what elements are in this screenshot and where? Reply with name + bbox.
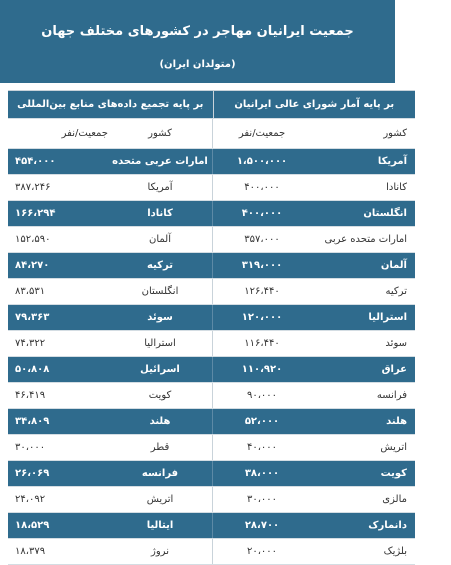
population-right: ۱۲۰،۰۰۰ — [241, 312, 283, 323]
population-right: ۳۵۷،۰۰۰ — [244, 234, 280, 245]
population-right: ۴۰۰،۰۰۰ — [244, 182, 280, 193]
country-right: عراق — [381, 364, 407, 375]
population-left: ۷۴،۳۲۲ — [15, 338, 46, 349]
country-left: فرانسه — [141, 468, 179, 479]
source-left-header: بر پایه تجمیع داده‌های منابع بین‌المللی — [17, 99, 204, 110]
country-left: آلمان — [149, 234, 171, 245]
country-right: انگلستان — [363, 208, 407, 219]
country-left: ایتالیا — [146, 520, 174, 531]
population-right: ۴۰۰،۰۰۰ — [241, 208, 283, 219]
population-left: ۴۵۴،۰۰۰ — [15, 156, 56, 167]
population-right: ۴۰،۰۰۰ — [246, 442, 278, 453]
population-left: ۱۸،۳۷۹ — [15, 546, 46, 557]
table-row — [8, 279, 415, 305]
population-left: ۷۹،۳۶۳ — [15, 312, 50, 323]
table-row — [8, 201, 415, 227]
population-right: ۱،۵۰۰،۰۰۰ — [236, 156, 288, 167]
population-right: ۵۲،۰۰۰ — [244, 416, 280, 427]
table-row — [8, 487, 415, 513]
country-right: کویت — [380, 468, 407, 479]
population-right: ۳۰،۰۰۰ — [246, 494, 278, 505]
population-left: ۳۰،۰۰۰ — [15, 442, 46, 453]
country-left: اتریش — [146, 494, 174, 505]
country-right: اتریش — [380, 442, 407, 453]
country-left: کویت — [148, 390, 172, 401]
population-left: ۱۸،۵۲۹ — [15, 520, 50, 531]
population-left: ۲۶،۰۶۹ — [15, 468, 50, 479]
country-left: قطر — [150, 442, 170, 453]
country-left: هلند — [149, 416, 171, 427]
country-left: انگلستان — [141, 286, 179, 297]
country-right: هلند — [386, 416, 407, 427]
title-banner — [0, 0, 395, 83]
country-left: ترکیه — [147, 260, 173, 271]
table-row — [8, 331, 415, 357]
table-row — [8, 383, 415, 409]
country-right: بلژیک — [383, 546, 407, 557]
population-right: ۳۱۹،۰۰۰ — [241, 260, 283, 271]
population-left: ۳۸۷،۲۴۶ — [15, 182, 51, 193]
column-header-row — [8, 119, 415, 149]
table-row — [8, 461, 415, 487]
col-header-population-left: جمعیت/نفر — [61, 128, 108, 139]
country-left: استرالیا — [144, 338, 176, 349]
population-right: ۱۱۰،۹۲۰ — [241, 364, 283, 375]
table-row — [8, 409, 415, 435]
country-right: ترکیه — [385, 286, 407, 297]
population-right: ۲۸،۷۰۰ — [244, 520, 280, 531]
country-right: آمریکا — [377, 156, 407, 167]
source-right-header: بر پایه آمار شورای عالی ایرانیان — [213, 91, 416, 118]
country-left: نروژ — [151, 546, 169, 557]
population-left: ۲۴،۰۹۲ — [15, 494, 46, 505]
population-left: ۴۶،۴۱۹ — [15, 390, 46, 401]
country-left: آمریکا — [147, 182, 173, 193]
country-right: استرالیا — [368, 312, 407, 323]
population-left: ۱۵۲،۵۹۰ — [15, 234, 51, 245]
col-header-country-right: کشور — [383, 128, 407, 139]
migrants-table — [8, 90, 415, 565]
population-left: ۱۶۶،۲۹۴ — [15, 208, 56, 219]
country-left: کانادا — [147, 208, 173, 219]
country-right: فرانسه — [376, 390, 407, 401]
population-right: ۱۱۶،۴۴۰ — [244, 338, 280, 349]
table-row — [8, 175, 415, 201]
country-left: امارات عربی متحده — [112, 156, 208, 167]
table-row — [8, 227, 415, 253]
table-row — [8, 513, 415, 539]
population-left: ۸۳،۵۳۱ — [15, 286, 46, 297]
population-left: ۳۴،۸۰۹ — [15, 416, 50, 427]
source-header-row — [8, 91, 415, 119]
col-header-country-left: کشور — [148, 128, 172, 139]
population-left: ۵۰،۸۰۸ — [15, 364, 50, 375]
population-right: ۹۰،۰۰۰ — [246, 390, 278, 401]
country-right: مالزی — [382, 494, 407, 505]
country-right: دانمارک — [368, 520, 407, 531]
col-header-population-right: جمعیت/نفر — [238, 128, 286, 139]
table-row — [8, 435, 415, 461]
population-right: ۲۰،۰۰۰ — [246, 546, 278, 557]
country-right: امارات متحده عربی — [324, 234, 407, 245]
table-row — [8, 357, 415, 383]
table-row — [8, 253, 415, 279]
country-left: سوئد — [147, 312, 173, 323]
country-right: آلمان — [380, 260, 407, 271]
table-body — [8, 149, 415, 565]
country-right: کانادا — [386, 182, 407, 193]
table-row — [8, 539, 415, 565]
country-right: سوئد — [385, 338, 407, 349]
population-left: ۸۴،۲۷۰ — [15, 260, 50, 271]
page-title: جمعیت ایرانیان مهاجر در کشورهای مختلف جهان — [41, 24, 354, 39]
page-subtitle: (متولدان ایران) — [159, 59, 236, 70]
table-row — [8, 305, 415, 331]
population-right: ۳۸،۰۰۰ — [244, 468, 280, 479]
table-row — [8, 149, 415, 175]
country-left: اسرائیل — [140, 364, 180, 375]
population-right: ۱۲۶،۴۴۰ — [244, 286, 280, 297]
